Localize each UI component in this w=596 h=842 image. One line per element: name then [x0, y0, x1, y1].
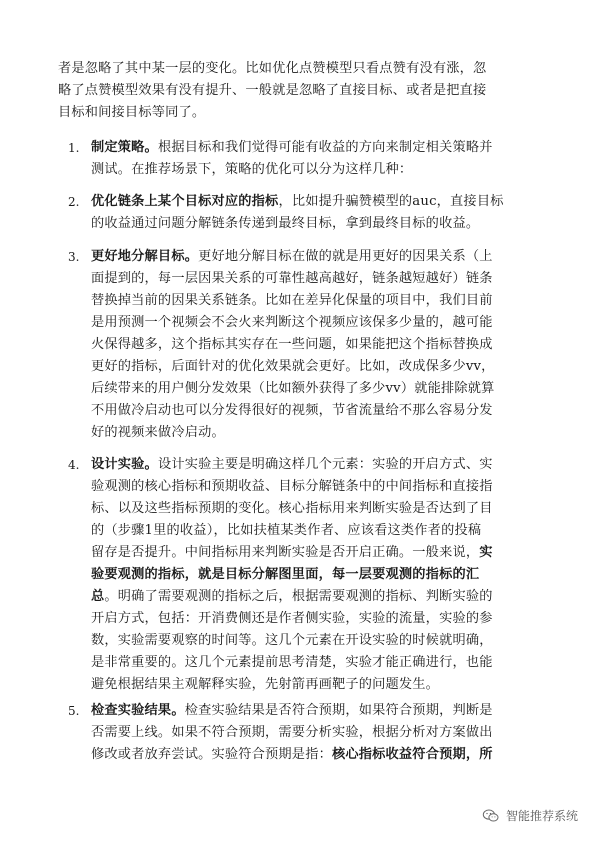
text-segment: 修改或者放弃尝试。实验符合预期是指：	[91, 747, 332, 762]
bold-text: 优化链条上某个目标对应的指标	[91, 194, 279, 209]
text-segment: 的（步骤1里的收益），比如扶植某类作者、应该看这类作者的投稿	[91, 523, 482, 538]
text-segment: ，比如提升骗赞模型的auc，直接目标	[278, 194, 504, 209]
text-segment: 替换掉当前的因果关系链条。比如在差异化保量的项目中，我们目前	[91, 293, 493, 308]
text-line	[91, 268, 543, 290]
text-segment: 数，实验需要观察的时间等。这几个元素在开设实验的时候就明确，	[91, 633, 493, 648]
list-item-number: 2.	[68, 195, 80, 209]
text-line	[91, 564, 543, 586]
intro-line: 者是忽略了其中某一层的变化。比如优化点赞模型只看点赞有没有涨，忽	[58, 61, 487, 76]
text-segment: 面提到的，每一层因果关系的可靠性越高越好，链条越短越好）链条	[91, 271, 493, 286]
text-segment: 是非常重要的。这几个元素提前思考清楚，实验才能正确进行，也能	[91, 655, 493, 670]
bold-text: 核心指标收益符合预期，所	[331, 747, 493, 762]
text-segment: 开启方式，包括：开消费侧还是作者侧实验，实验的流量，实验的参	[91, 611, 493, 626]
text-segment: 设计实验主要是明确这样几个元素：实验的开启方式、实	[157, 457, 493, 472]
intro-paragraph	[58, 58, 538, 124]
intro-line: 目标和间接目标等同了。	[58, 105, 206, 120]
wechat-icon	[482, 809, 500, 823]
bold-text: 总	[91, 589, 105, 604]
source-watermark	[482, 807, 578, 824]
list-item-text	[91, 246, 543, 444]
text-segment: 更好地分解目标在做的就是用更好的因果关系（上	[198, 249, 493, 264]
list-item-number: 3.	[68, 250, 80, 264]
text-segment: 后续带来的用户侧分发效果（比如额外获得了多少vv）就能排除就算	[91, 381, 495, 396]
list-item-text	[91, 137, 543, 181]
text-line	[91, 630, 543, 652]
text-line	[91, 246, 543, 268]
text-line	[91, 312, 543, 334]
text-segment: 测试。在推荐场景下，策略的优化可以分为这样几种：	[91, 162, 413, 177]
text-line	[91, 422, 543, 444]
text-line	[91, 744, 543, 766]
text-line	[91, 137, 543, 159]
text-segment: 是用预测一个视频会不会火来判断这个视频应该保多少量的，越可能	[91, 315, 493, 330]
text-segment: 根据目标和我们觉得可能有收益的方向来制定相关策略并	[157, 140, 493, 155]
text-segment: 标、以及这些指标预期的变化。核心指标用来判断实验是否达到了目	[91, 501, 493, 516]
text-segment: 不用做冷启动也可以分发得很好的视频，节省流量给不那么容易分发	[91, 403, 493, 418]
text-line	[91, 700, 543, 722]
text-line	[91, 674, 543, 696]
bold-text: 制定策略。	[91, 140, 158, 155]
bold-text: 实	[479, 545, 493, 560]
list-item-number: 1.	[68, 141, 80, 155]
text-line	[91, 356, 543, 378]
text-segment: 检查实验结果是否符合预期，如果符合预期，判断是	[184, 703, 493, 718]
text-line	[91, 722, 543, 744]
list-item-number: 5.	[68, 704, 80, 718]
watermark-text: 智能推荐系统	[505, 809, 578, 823]
text-segment: 留存是否提升。中间指标用来判断实验是否开启正确。一般来说，	[91, 545, 480, 560]
text-line	[91, 498, 543, 520]
text-line	[91, 520, 543, 542]
bold-text: 更好地分解目标。	[91, 249, 199, 264]
text-line	[91, 586, 543, 608]
list-item-text	[91, 454, 543, 696]
text-line	[91, 191, 543, 213]
text-line	[91, 454, 543, 476]
bold-text: 验要观测的指标，就是目标分解图里面，每一层要观测的指标的汇	[91, 567, 480, 582]
text-segment: 。明确了需要观测的指标之后，根据需要观测的指标、判断实验的	[104, 589, 493, 604]
list-item-text	[91, 191, 543, 235]
text-line	[91, 159, 543, 181]
text-line	[91, 476, 543, 498]
text-segment: 火保得越多，这个指标其实存在一些问题，如果能把这个指标替换成	[91, 337, 493, 352]
text-line	[91, 652, 543, 674]
text-segment: 验观测的核心指标和预期收益、目标分解链条中的中间指标和直接指	[91, 479, 493, 494]
text-line	[91, 378, 543, 400]
text-segment: 好的视频来做冷启动。	[91, 425, 225, 440]
text-segment: 避免根据结果主观解释实验，先射箭再画靶子的问题发生。	[91, 677, 440, 692]
text-line	[91, 290, 543, 312]
list-item-text	[91, 700, 543, 766]
text-line	[91, 213, 543, 235]
text-segment: 更好的指标，后面针对的优化效果就会更好。比如，改成保多少vv，	[91, 359, 495, 374]
list-item-number: 4.	[68, 458, 80, 472]
text-segment: 的收益通过问题分解链条传递到最终目标，拿到最终目标的收益。	[91, 216, 480, 231]
text-line	[91, 334, 543, 356]
bold-text: 设计实验。	[91, 457, 158, 472]
text-line	[91, 400, 543, 422]
text-line	[91, 542, 543, 564]
text-line	[91, 608, 543, 630]
text-segment: 否需要上线。如果不符合预期，需要分析实验，根据分析对方案做出	[91, 725, 493, 740]
intro-line: 略了点赞模型效果有没有提升、一般就是忽略了直接目标、或者是把直接	[58, 83, 487, 98]
bold-text: 检查实验结果。	[91, 703, 185, 718]
